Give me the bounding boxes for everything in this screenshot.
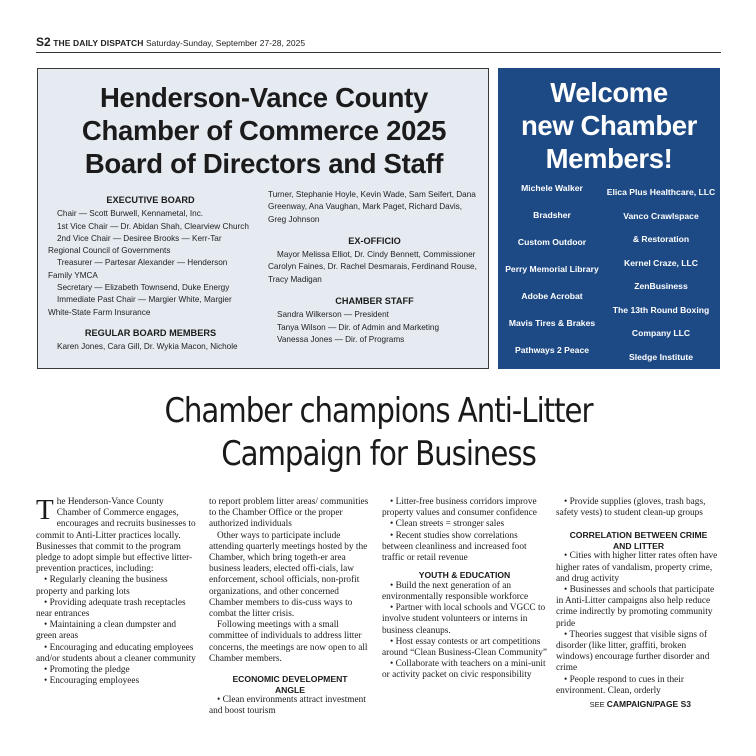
welcome-title-line: Welcome (550, 77, 668, 108)
staff-member: Sandra Wilkerson — President (277, 310, 389, 320)
new-member: Custom Outdoor (517, 237, 587, 247)
chamber-staff-heading: CHAMBER STAFF (335, 296, 414, 307)
board-title-line: Henderson-Vance County (99, 82, 429, 113)
economic-development-subhead: ECONOMIC DEVELOPMENT ANGLE (232, 674, 348, 695)
new-member: Pathways 2 Peace (514, 345, 590, 355)
bullet-item: • Host essay contests or art competitions around “Clean Business-Clean Community” (382, 636, 547, 658)
ex-officio-members: Mayor Melissa Elliot, Dr. Cindy Bennett, Commissioner Carolyn Faines, Dr. Rachel Desmarais, Ferdinand Rouse, Tracy Madigan (268, 250, 477, 284)
regular-board-heading: REGULAR BOARD MEMBERS (84, 327, 217, 338)
jump-target-link[interactable]: CAMPAIGN/PAGE S3 (606, 699, 691, 710)
article-headline (84, 390, 673, 476)
welcome-members-box (498, 68, 720, 369)
new-member: Kernel Craze, LLC (623, 257, 699, 268)
new-member: Perry Memorial Library (505, 264, 599, 274)
body-paragraph: to report problem litter areas/ communities to the Chamber Office or the proper authorized individuals (209, 497, 369, 530)
board-of-directors-box (37, 68, 489, 369)
new-member: Elica Plus Healthcare, LLC (606, 187, 716, 197)
executive-member: Chair — Scott Burwell, Kennametal, Inc. (57, 209, 204, 219)
bullet-item: • People respond to cues in their environment. Clean, orderly (556, 674, 684, 696)
page-folio (36, 35, 721, 51)
regular-members-part1: Karen Jones, Cara Gill, Dr. Wykia Macon, Nichole (57, 342, 238, 352)
staff-member: Vanessa Jones — Dir. of Programs (277, 334, 405, 344)
lead-paragraph (36, 494, 198, 575)
bullet-item: • Regularly cleaning the business property and parking lots (36, 575, 168, 597)
headline-line: Campaign for Business (221, 434, 536, 474)
article-column-2 (209, 497, 371, 717)
bullet-item: • Providing adequate trash receptacles near entrances (36, 597, 186, 620)
article-column-3 (382, 497, 547, 682)
body-paragraph: Following meetings with a small committee of individuals to address litter concerns, the meetings are now open to all Chamber members. (209, 620, 368, 664)
new-member: Vanco Crawlspace (623, 210, 699, 221)
board-title-line: Chamber of Commerce 2025 (81, 115, 447, 146)
newspaper-name: THE DAILY DISPATCH (53, 38, 144, 48)
board-column-left (48, 190, 253, 354)
bullet-item: • Cities with higher litter rates often have higher rates of vandalism, property crime, and drug activity (556, 551, 718, 584)
page-number: S2 (36, 35, 51, 49)
regular-members-part2: Turner, Stephanie Hoyle, Kevin Wade, Sam Seifert, Dana Greenway, Ana Vaughan, Mark Paget, Richard Davis, Greg Johnson (268, 190, 476, 224)
bullet-item: • Litter-free business corridors improve property values and consumer confidence (382, 497, 537, 519)
executive-member: Immediate Past Chair — Margier White, Margier White-State Farm Insurance (48, 295, 232, 317)
bullet-item: • Clean streets = stronger sales (390, 519, 505, 530)
jump-line[interactable] (556, 699, 721, 710)
welcome-title-line: Members! (545, 143, 673, 174)
bullet-item: • Encouraging and educating employees and/or students about a cleaner community (36, 642, 196, 664)
board-title-line: Board of Directors and Staff (84, 148, 444, 179)
new-members-right-column (604, 186, 718, 374)
jump-prefix: SEE (589, 700, 605, 710)
executive-member: 2nd Vice Chair — Desiree Brooks — Kerr-Tar Regional Council of Governments (48, 233, 222, 256)
new-member: ZenBusiness (634, 281, 688, 291)
welcome-title-line: new Chamber (521, 110, 697, 141)
bullet-item: • Partner with local schools and VGCC to involve student volunteers or interns in business cleanups. (382, 603, 546, 636)
bullet-item: • Promoting the pledge (44, 665, 130, 676)
new-members-left-column (500, 182, 604, 371)
body-paragraph: Other ways to participate include attending quarterly meetings hosted by the Chamber, which bring togeth-er area business leaders, elected offi-cials, law enforcement, school officials, non-profit organizations, and other concerned Chamber members to dis-cuss ways to combat the litter crisis. (209, 530, 368, 620)
executive-board-heading: EXECUTIVE BOARD (106, 195, 195, 205)
new-member: Sledge Institute (629, 351, 693, 362)
board-title (38, 81, 490, 180)
executive-member: Treasurer — Partesar Alexander — Henderson Family YMCA (48, 258, 228, 280)
new-member: Adobe Acrobat (521, 291, 583, 301)
youth-education-subhead: YOUTH & EDUCATION (418, 570, 511, 581)
bullet-item: • Encouraging employees (44, 676, 140, 687)
issue-date: Saturday-Sunday, September 27-28, 2025 (146, 38, 306, 48)
folio-rule (36, 52, 721, 53)
bullet-item: • Clean environments attract investment and boost tourism (209, 695, 366, 717)
bullet-item: • Theories suggest that visible signs of disorder (like litter, graffiti, broken windows) encourage further disorder and crime (556, 629, 710, 674)
new-member: & Restoration (632, 234, 690, 244)
bullet-item: • Provide supplies (gloves, trash bags, safety vests) to student clean-up groups (556, 497, 706, 519)
new-member: Company LLC (631, 328, 691, 338)
lead-text: he Henderson-Vance County Chamber of Commerce engages, encourages and recruits businesses to commit to Anti-Litter practices locally. Businesses that commit to the program pledge to adopt simple but effective litter-prevention practices, including: (36, 497, 196, 575)
ex-officio-heading: EX-OFFICIO (348, 235, 401, 246)
new-member: Bradsher (533, 210, 571, 220)
bullet-item: • Build the next generation of an environmentally responsible workforce (382, 580, 529, 602)
new-member: Mavis Tires & Brakes (508, 318, 596, 328)
drop-cap: T (36, 494, 54, 526)
bullet-item: • Businesses and schools that participate in Anti-Litter campaigns also help reduce crime indirectly by promoting community pride (556, 585, 715, 629)
new-member: The 13th Round Boxing (612, 304, 710, 315)
welcome-title (498, 76, 720, 175)
article-column-4 (556, 497, 721, 710)
executive-member: Secretary — Elizabeth Townsend, Duke Energy (57, 283, 230, 293)
new-member: Michele Walker (521, 183, 583, 193)
staff-member: Tanya Wilson — Dir. of Admin and Marketing (277, 322, 439, 332)
headline-line: Chamber champions Anti-Litter (164, 391, 593, 431)
executive-member: 1st Vice Chair — Dr. Abidan Shah, Clearview Church (57, 221, 249, 231)
crime-litter-subhead: CORRELATION BETWEEN CRIME AND LITTER (569, 530, 708, 551)
bullet-item: • Recent studies show correlations between cleanliness and increased foot traffic or retail revenue (382, 530, 527, 564)
article-column-1 (36, 494, 198, 687)
bullet-item: • Collaborate with teachers on a mini-unit or activity packet on civic responsibility (382, 659, 546, 681)
bullet-item: • Maintaining a clean dumpster and green areas (36, 620, 177, 642)
board-column-right (268, 190, 481, 346)
